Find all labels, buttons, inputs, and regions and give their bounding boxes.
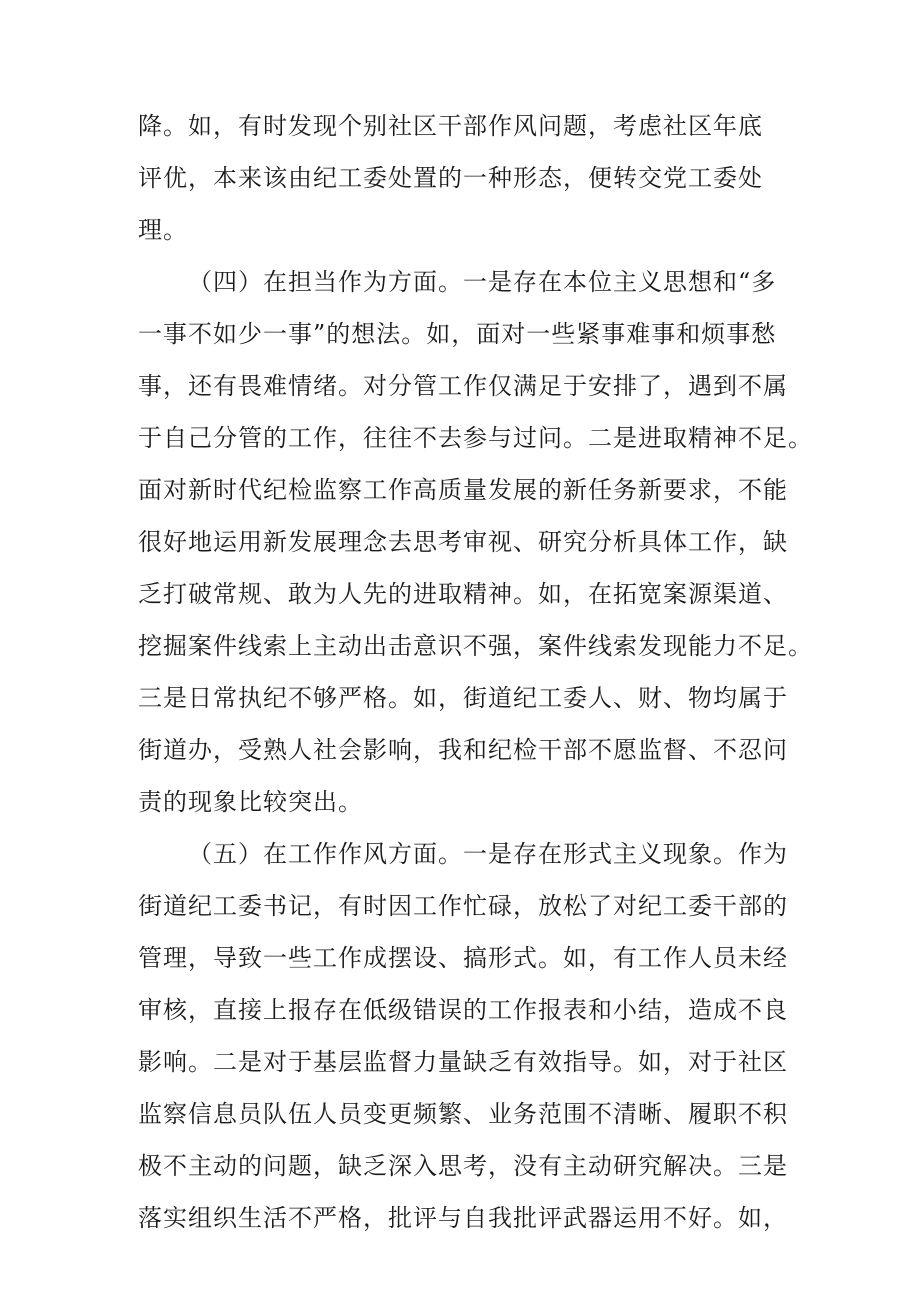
text-line: 落实组织生活不严格，批评与自我批评武器运用不好。如， [138, 1204, 788, 1232]
paragraph-section-5 [138, 828, 798, 1244]
text-line: 街道办，受熟人社会影响，我和纪检干部不愿监督、不忍问 [138, 736, 788, 764]
text-line: 审核，直接上报存在低级错误的工作报表和小结，造成不良 [138, 996, 788, 1024]
text-line: 极不主动的问题，缺乏深入思考，没有主动研究解决。三是 [138, 1152, 788, 1180]
text-line: 面对新时代纪检监察工作高质量发展的新任务新要求，不能 [138, 476, 788, 504]
text-line: 管理，导致一些工作成摆设、搞形式。如，有工作人员未经 [138, 944, 788, 972]
text-line: 监察信息员队伍人员变更频繁、业务范围不清晰、履职不积 [138, 1100, 788, 1128]
paragraph-continuation [138, 100, 798, 256]
paragraph-section-4 [138, 256, 813, 828]
text-line: 降。如，有时发现个别社区干部作风问题，考虑社区年底 [138, 112, 763, 140]
section-heading-line: （五）在工作作风方面。一是存在形式主义现象。作为 [188, 840, 788, 868]
text-line: 事，还有畏难情绪。对分管工作仅满足于安排了，遇到不属 [138, 372, 788, 400]
text-line: 于自己分管的工作，往往不去参与过问。二是进取精神不足。 [138, 424, 813, 452]
text-line: 三是日常执纪不够严格。如，街道纪工委人、财、物均属于 [138, 684, 788, 712]
text-line: 乏打破常规、敢为人先的进取精神。如，在拓宽案源渠道、 [138, 580, 788, 608]
text-line: 理。 [138, 216, 188, 244]
text-line: 评优，本来该由纪工委处置的一种形态，便转交党工委处 [138, 164, 763, 192]
text-line: 很好地运用新发展理念去思考审视、研究分析具体工作，缺 [138, 528, 788, 556]
text-line: 一事不如少一事”的想法。如，面对一些紧事难事和烦事愁 [138, 320, 777, 348]
text-line: 影响。二是对于基层监督力量缺乏有效指导。如，对于社区 [138, 1048, 788, 1076]
text-line: 责的现象比较突出。 [138, 788, 363, 816]
text-line: 街道纪工委书记，有时因工作忙碌，放松了对纪工委干部的 [138, 892, 788, 920]
text-line: 挖掘案件线索上主动出击意识不强，案件线索发现能力不足。 [138, 632, 813, 660]
section-heading-line: （四）在担当作为方面。一是存在本位主义思想和“多 [188, 268, 777, 296]
document-body [138, 100, 813, 1244]
